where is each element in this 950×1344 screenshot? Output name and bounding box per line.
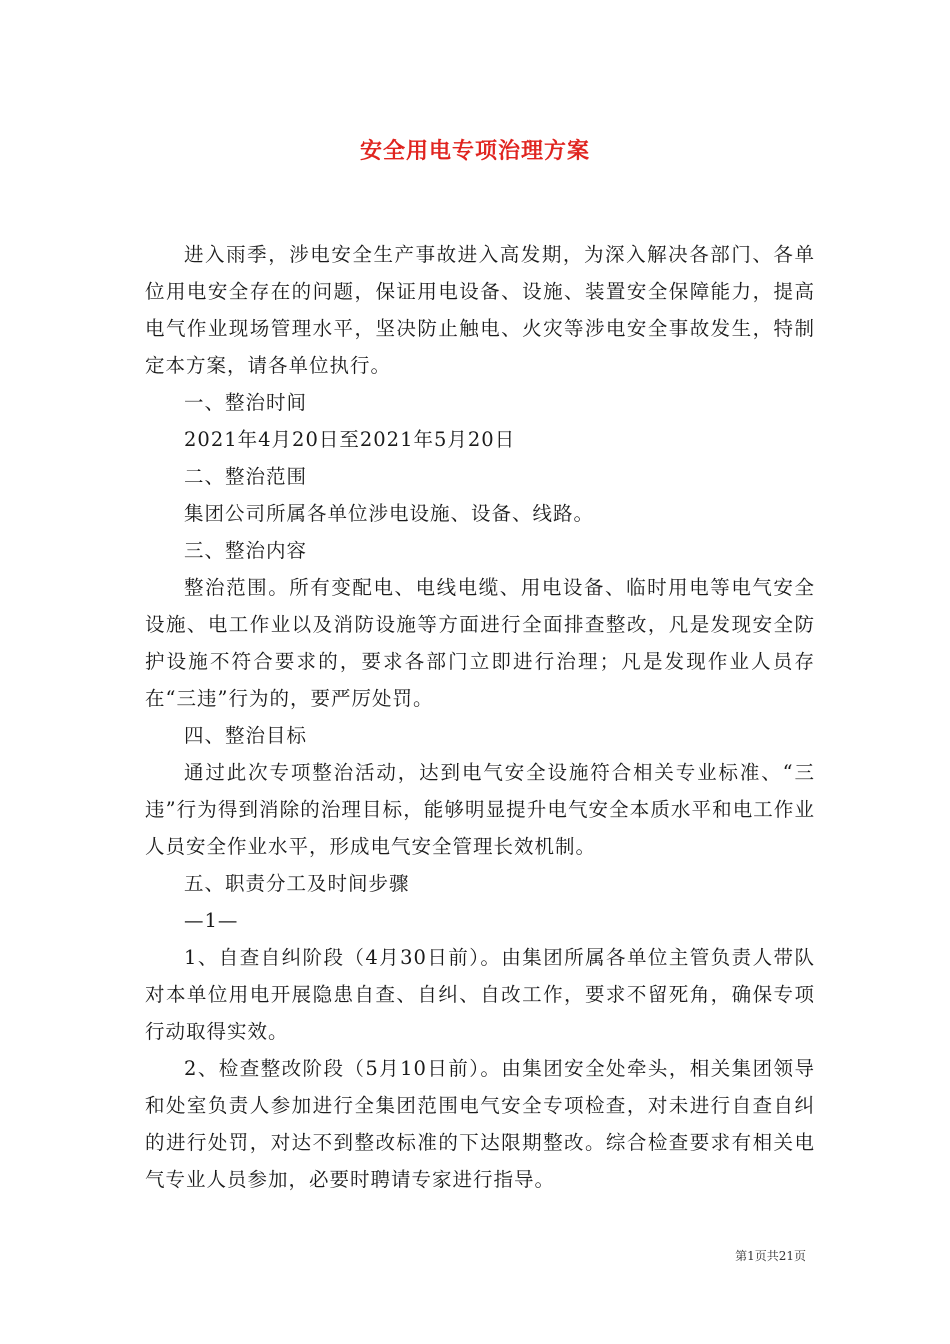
section-heading-scope: 二、整治范围 [184, 465, 308, 488]
step-2-paragraph: 2、检查整改阶段（5月10日前）。由集团安全处牵头，相关集团领导和处室负责人参加进行全集团范围电气安全专项检查，对未进行自查自纠的进行处罚，对达不到整改标准的下达限期整改。综合检查要求有相关电气专业人员参加，必要时聘请专家进行指导。 [145, 1057, 815, 1191]
document-title: 安全用电专项治理方案 [359, 138, 590, 164]
inline-page-number: —1— [184, 909, 239, 932]
section-heading-goal: 四、整治目标 [184, 724, 308, 747]
section-heading-duties: 五、职责分工及时间步骤 [184, 872, 410, 895]
time-range-text: 2021年4月20日至2021年5月20日 [184, 428, 516, 451]
scope-text: 集团公司所属各单位涉电设施、设备、线路。 [184, 502, 595, 525]
goal-paragraph: 通过此次专项整治活动，达到电气安全设施符合相关专业标准、“三违”行为得到消除的治理目标，能够明显提升电气安全本质水平和电工作业人员安全作业水平，形成电气安全管理长效机制。 [145, 761, 815, 858]
intro-paragraph: 进入雨季，涉电安全生产事故进入高发期，为深入解决各部门、各单位用电安全存在的问题，保证用电设备、设施、装置安全保障能力，提高电气作业现场管理水平，坚决防止触电、火灾等涉电安全事故发生，特制定本方案，请各单位执行。 [145, 243, 815, 377]
document-body [145, 236, 815, 1198]
content-paragraph: 整治范围。所有变配电、电线电缆、用电设备、临时用电等电气安全设施、电工作业以及消防设施等方面进行全面排查整改，凡是发现安全防护设施不符合要求的，要求各部门立即进行治理；凡是发现作业人员存在“三违”行为的，要严厉处罚。 [145, 576, 815, 710]
section-heading-content: 三、整治内容 [184, 539, 308, 562]
page-footer: 第1页共21页 [735, 1249, 806, 1263]
step-1-paragraph: 1、自查自纠阶段（4月30日前）。由集团所属各单位主管负责人带队对本单位用电开展隐患自查、自纠、自改工作，要求不留死角，确保专项行动取得实效。 [145, 946, 815, 1043]
section-heading-time: 一、整治时间 [184, 391, 308, 414]
